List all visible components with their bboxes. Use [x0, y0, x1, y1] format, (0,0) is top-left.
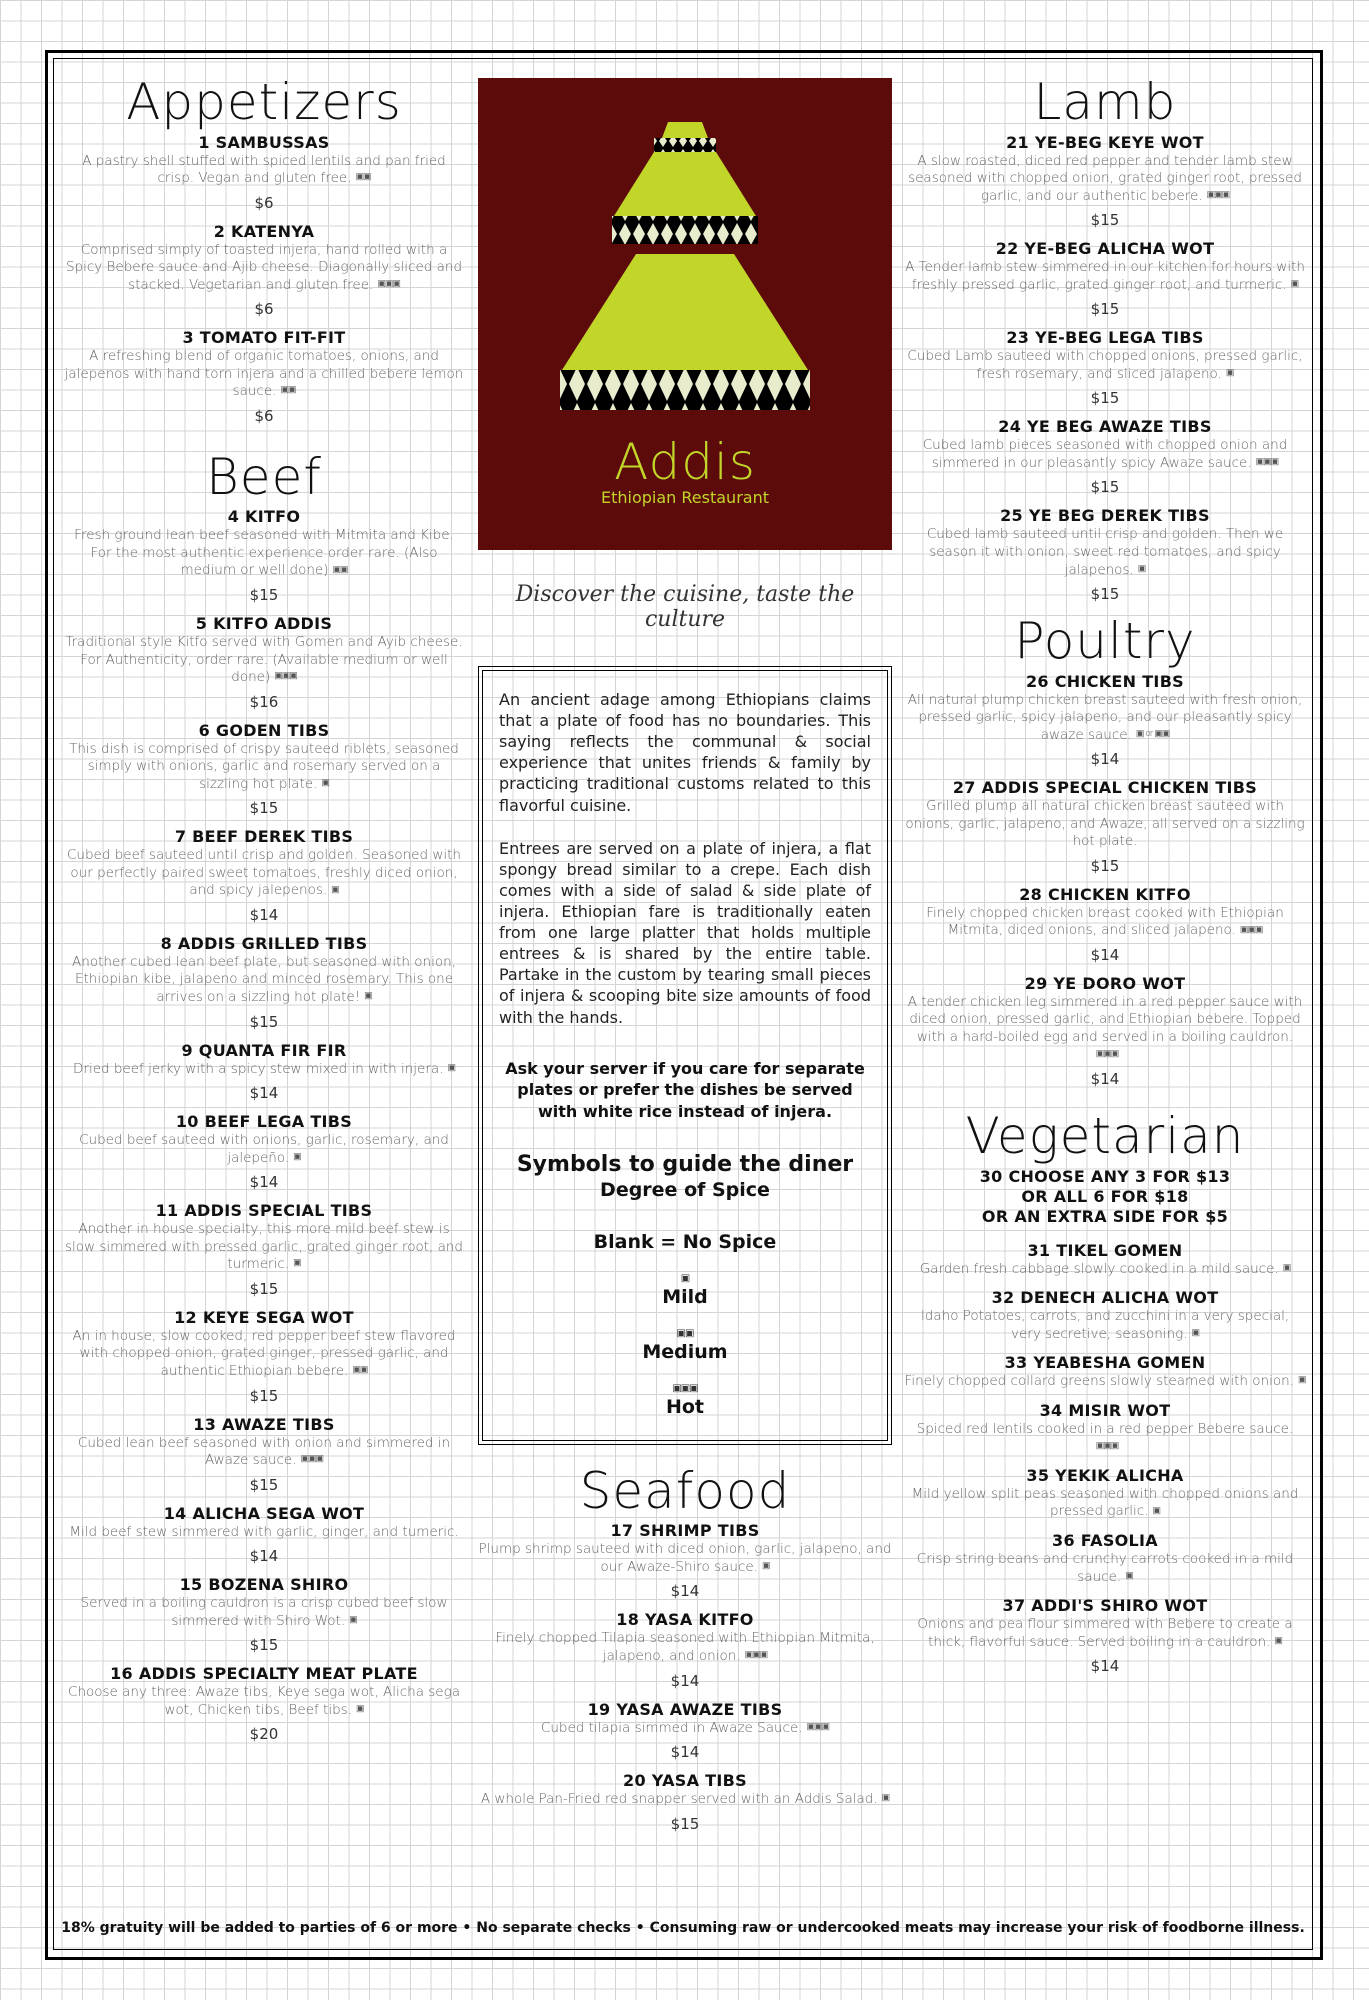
menu-item-description-text: Cubed lean beef seasoned with onion and simmered in Awaze sauce. — [77, 1434, 451, 1469]
menu-item-name: 21 YE-BEG KEYE WOT — [1006, 132, 1204, 152]
menu-item — [904, 1353, 1306, 1391]
menu-item-price: $15 — [249, 1279, 279, 1298]
menu-item-description — [904, 692, 1306, 745]
footer-note: 18% gratuity will be added to parties of 6 or more • No separate checks • Consuming raw or undercooked meats may increase your risk of foodborne illness. — [61, 1920, 1305, 1936]
menu-item-name: 20 YASA TIBS — [623, 1771, 747, 1791]
menu-item-price: $14 — [249, 1084, 279, 1103]
menu-item-description — [62, 1435, 466, 1470]
middle-column — [478, 78, 892, 1843]
about-paragraph-1: An ancient adage among Ethiopians claims that a plate of food has no boundaries. This saying reflects the communal & social experience that unites friends & family by practicing traditional customs related to this flavorful cuisine. — [499, 690, 871, 815]
menu-item-description — [904, 259, 1306, 294]
menu-item-description — [904, 1551, 1306, 1586]
menu-item-price: $15 — [1090, 856, 1120, 875]
menu-item-description — [62, 741, 466, 794]
spice-level-icon: ▣▣▣ — [744, 1650, 768, 1661]
menu-item-price: $6 — [254, 300, 274, 319]
poultry-title: Poultry — [1014, 612, 1196, 671]
menu-item — [904, 133, 1306, 230]
spice-level-icon: ▣ — [881, 1793, 890, 1804]
symbols-title: Symbols to guide the diner — [516, 1152, 854, 1178]
spice-level-icon: ▣ or ▣▣ — [1135, 728, 1170, 739]
spice-hot-label: Hot — [665, 1395, 705, 1418]
menu-item — [62, 1575, 466, 1654]
menu-item-description — [62, 1221, 466, 1274]
menu-item-name: 25 YE BEG DEREK TIBS — [1000, 506, 1210, 526]
menu-item-description-text: Another in house specialty, this more mild beef stew is slow simmered with pressed garlic, grated ginger root, and turmeric. — [65, 1221, 463, 1273]
menu-item-name: 4 KITFO — [227, 507, 301, 527]
menu-item-description-text: Finely chopped Tilapia seasoned with Ethiopian Mitmita, jalapeno, and onion. — [495, 1630, 875, 1664]
menu-item-description-text: Fresh ground lean beef seasoned with Mitmita and Kibe. For the most authentic experience order rare. (Also medium or well done) — [74, 527, 454, 579]
menu-item-name: 28 CHICKEN KITFO — [1019, 884, 1191, 904]
menu-item-description — [62, 634, 466, 687]
menu-item-description — [904, 437, 1306, 472]
menu-item-description — [904, 798, 1306, 851]
restaurant-name: Addis — [614, 433, 756, 491]
menu-item-description-text: Dried beef jerky with a spicy stew mixed in with injera. — [73, 1060, 444, 1077]
menu-item-price: $14 — [670, 1582, 700, 1601]
menu-item-name: 35 YEKIK ALICHA — [1026, 1465, 1184, 1485]
spice-hot-icon: ▣▣▣ — [672, 1382, 698, 1394]
menu-item-price: $14 — [249, 905, 279, 924]
menu-item — [904, 885, 1306, 964]
menu-item-price: $15 — [249, 1386, 279, 1405]
tagline: Discover the cuisine, taste the culture — [515, 582, 855, 632]
menu-item — [478, 1521, 892, 1600]
menu-item-description — [62, 1595, 466, 1630]
menu-item-description-text: Onions and pea flour simmered with Bebere to create a thick, flavorful sauce. Served boiling in a cauldron. — [917, 1616, 1293, 1650]
menu-item — [62, 133, 466, 212]
menu-item-description — [904, 348, 1306, 383]
beef-list — [62, 507, 466, 1743]
spice-level-icon: ▣ — [1137, 563, 1146, 574]
menu-item-name: 36 FASOLIA — [1052, 1531, 1158, 1550]
menu-item-name: 3 TOMATO FIT-FIT — [182, 328, 346, 348]
seafood-title: Seafood — [579, 1461, 791, 1520]
menu-item — [478, 1610, 892, 1689]
menu-item-price: $15 — [249, 586, 279, 605]
spice-mild-icon: ▣ — [680, 1272, 690, 1284]
menu-item-price: $14 — [1090, 1070, 1120, 1089]
menu-item-price: $6 — [254, 406, 274, 425]
spice-level-icon: ▣▣▣ — [1095, 1048, 1119, 1059]
menu-item-price: $6 — [254, 193, 274, 212]
spice-level-icon: ▣ — [1274, 1635, 1282, 1646]
menu-item-price: $15 — [1090, 389, 1120, 408]
spice-level-icon: ▣ — [447, 1062, 455, 1073]
menu-item-name: 18 YASA KITFO — [616, 1610, 754, 1630]
spice-level-icon: ▣ — [364, 991, 372, 1002]
menu-item-name: 16 ADDIS SPECIALTY MEAT PLATE — [110, 1664, 418, 1684]
menu-item-price: $14 — [249, 1547, 279, 1566]
menu-item-name: 17 SHRIMP TIBS — [610, 1521, 760, 1541]
menu-item-description-text: Crisp string beans and crunchy carrots cooked in a mild sauce. — [916, 1551, 1294, 1585]
menu-item — [62, 1664, 466, 1743]
menu-item-description-text: Mild yellow split peas seasoned with chopped onions and pressed garlic. — [911, 1485, 1299, 1520]
menu-item — [904, 1401, 1306, 1456]
menu-item — [904, 1241, 1306, 1279]
spice-level-icon: ▣▣▣ — [377, 278, 400, 289]
lamb-title: Lamb — [1033, 73, 1177, 131]
menu-item-description-text: A slow roasted, diced red pepper and tender lamb stew seasoned with chopped onion, grated ginger root, pressed garlic, and our authentic bebere. — [908, 152, 1302, 204]
about-text — [499, 689, 871, 1028]
vegetarian-list — [904, 1241, 1306, 1676]
menu-item-description — [62, 1061, 466, 1079]
menu-item-name: 34 MISIR WOT — [1039, 1400, 1171, 1420]
menu-item-name: 10 BEEF LEGA TIBS — [175, 1112, 353, 1132]
menu-item-description — [904, 1421, 1306, 1456]
menu-item-description — [904, 1308, 1306, 1343]
menu-item-description-text: Traditional style Kitfo served with Gomen and Ayib cheese. For Authenticity, order rare. (Available medium or well done) — [65, 634, 463, 686]
menu-item — [62, 1201, 466, 1298]
spice-level-icon: ▣▣▣ — [274, 671, 297, 682]
spice-level-icon: ▣▣ — [352, 1365, 368, 1376]
menu-item-description-text: Plump shrimp sauteed with diced onion, garlic, jalapeno, and our Awaze-Shiro sauce. — [478, 1541, 892, 1575]
menu-item — [904, 417, 1306, 496]
menu-item-price: $15 — [1090, 300, 1120, 319]
menu-item-description — [62, 1684, 466, 1719]
left-column — [62, 70, 466, 1753]
menu-item-description — [62, 527, 466, 580]
menu-item-name: 26 CHICKEN TIBS — [1025, 671, 1185, 691]
menu-item-description — [62, 153, 466, 188]
beef-title: Beef — [206, 447, 322, 506]
menu-item-description — [62, 348, 466, 401]
spice-level-icon: ▣ — [1282, 1262, 1291, 1273]
menu-item — [904, 328, 1306, 407]
spice-mild — [499, 1273, 871, 1308]
menu-item-description-text: Cubed Lamb sauteed with chopped onions, pressed garlic, fresh rosemary, and sliced jalapeno. — [907, 348, 1303, 382]
menu-item-description-text: Finely chopped chicken breast cooked with Ethiopian Mitmita, diced onions, and sliced jalapeno. — [926, 904, 1284, 939]
menu-item-description-text: Cubed lamb sauteed until crisp and golden. Then we season it with onion, sweet red tomatoes, and spicy jalapenos. — [926, 526, 1284, 578]
menu-item-price: $14 — [249, 1173, 279, 1192]
spice-level-icon: ▣▣▣ — [1206, 189, 1230, 200]
menu-item — [904, 1288, 1306, 1343]
spice-level-icon: ▣ — [1152, 1505, 1161, 1516]
menu-item — [62, 328, 466, 425]
restaurant-logo — [478, 78, 892, 550]
menu-item — [904, 778, 1306, 875]
menu-item-description-text: Another cubed lean beef plate, but seasoned with onion, Ethiopian kibe, jalapeno and minced rosemary. This one arrives on a sizzling hot plate! — [72, 953, 456, 1006]
spice-hot — [499, 1383, 871, 1418]
menu-item — [904, 974, 1306, 1088]
menu-item-name: 14 ALICHA SEGA WOT — [163, 1503, 365, 1523]
menu-item-price: $15 — [1090, 478, 1120, 497]
menu-item-description — [62, 1328, 466, 1381]
menu-item-name: 7 BEEF DEREK TIBS — [174, 827, 354, 847]
menu-item — [62, 934, 466, 1031]
spice-mild-label: Mild — [662, 1285, 708, 1308]
menu-item — [904, 1596, 1306, 1675]
menu-item-name: 5 KITFO ADDIS — [195, 614, 333, 634]
spice-level-icon: ▣ — [1290, 278, 1299, 289]
right-column — [904, 70, 1306, 1685]
menu-item-price: $20 — [249, 1725, 279, 1744]
menu-item-price: $15 — [249, 1012, 279, 1031]
menu-item-description — [62, 1132, 466, 1167]
menu-item-description — [904, 1616, 1306, 1651]
menu-item-description-text: Choose any three: Awaze tibs, Keye sega wot, Alicha sega wot, Chicken tibs, Beef tibs. — [68, 1684, 460, 1718]
menu-item-description-text: An in house, slow cooked, red pepper beef stew flavored with chopped onion, grated ginger, pressed garlic, and authentic Ethiopian bebere. — [72, 1327, 456, 1379]
menu-item-description — [62, 847, 466, 900]
menu-item-name: 8 ADDIS GRILLED TIBS — [160, 933, 368, 953]
spice-level-icon: ▣ — [293, 1258, 301, 1269]
menu-item-name: 11 ADDIS SPECIAL TIBS — [155, 1201, 373, 1221]
menu-item-description-text: A tender chicken leg simmered in a red pepper sauce with diced onion, pressed garlic, and Ethiopian bebere. Topped with a hard-boiled egg and served in a boiling cauldron. — [907, 993, 1303, 1046]
spice-none: Blank = No Spice — [593, 1230, 777, 1253]
menu-item-description-text: Grilled plump all natural chicken breast sauteed with onions, garlic, jalapeno, and Awaze, all served on a sizzling hot plate. — [905, 798, 1305, 850]
spice-level-icon: ▣ — [1191, 1327, 1200, 1338]
menu-item-price: $14 — [670, 1671, 700, 1690]
menu-item-description-text: Finely chopped collard greens slowly steamed with onion. — [904, 1373, 1294, 1390]
menu-item-name: 15 BOZENA SHIRO — [179, 1575, 349, 1595]
spice-level-icon: ▣ — [355, 1703, 364, 1714]
menu-item-price: $16 — [249, 692, 279, 711]
poultry-list — [904, 672, 1306, 1089]
menu-item-name: 33 YEABESHA GOMEN — [1004, 1353, 1206, 1373]
menu-item-description-text: Comprised simply of toasted injera, hand rolled with a Spicy Bebere sauce and Ajib cheese. Diagonally sliced and stacked. Vegetarian and gluten free. — [65, 241, 463, 293]
menu-item — [62, 1504, 466, 1566]
spice-medium-label: Medium — [642, 1340, 728, 1363]
menu-item-description — [904, 1486, 1306, 1521]
menu-item — [904, 1531, 1306, 1586]
menu-item-price: $15 — [1090, 211, 1120, 230]
spice-level-icon: ▣▣▣ — [1095, 1440, 1119, 1451]
spice-medium-icon: ▣▣ — [676, 1327, 694, 1339]
menu-item — [904, 1466, 1306, 1521]
about-paragraph-2: Entrees are served on a plate of injera, a flat spongy bread similar to a crepe. Each dish comes with a side of salad & side plate of injera. Ethiopian fare is traditionally eaten from one large platter that holds multiple entrees & is shared by the entire table. Partake in the custom by tearing small pieces of injera & scooping bite size amounts of food with the hands. — [499, 838, 871, 1027]
menu-item-name: 13 AWAZE TIBS — [193, 1414, 335, 1434]
menu-item-description-text: Cubed beef sauteed until crisp and golden. Seasoned with our perfectly paired sweet tomatoes, freshly diced onion, and spicy jalepenos. — [66, 847, 461, 899]
menu-item-price: $15 — [1090, 585, 1120, 604]
spice-level-icon: ▣▣▣ — [806, 1721, 830, 1732]
menu-item — [478, 1700, 892, 1762]
menu-item-name: 22 YE-BEG ALICHA WOT — [995, 239, 1215, 259]
menu-item-price: $14 — [670, 1743, 700, 1762]
menu-item — [62, 1308, 466, 1405]
spice-level-icon: ▣ — [761, 1561, 770, 1572]
vegetarian-intro: 30 CHOOSE ANY 3 FOR $13 OR ALL 6 FOR $18 OR AN EXTRA SIDE FOR $5 — [979, 1166, 1231, 1226]
menu-item-name: 1 SAMBUSSAS — [198, 132, 330, 152]
menu-item-description — [904, 905, 1306, 940]
menu-item-description — [904, 1373, 1306, 1391]
menu-item-description — [478, 1791, 892, 1809]
menu-item-name: 9 QUANTA FIR FIR — [181, 1040, 347, 1060]
menu-item — [62, 1041, 466, 1103]
spice-level-icon: ▣ — [1297, 1375, 1306, 1386]
menu-item-price: $15 — [670, 1814, 700, 1833]
menu-item-name: 6 GODEN TIBS — [198, 720, 330, 740]
menu-item-description — [478, 1720, 892, 1738]
appetizers-title: Appetizers — [126, 73, 402, 131]
spice-level-icon: ▣ — [1125, 1570, 1133, 1581]
menu-item-description-text: Served in a boiling cauldron is a crisp cubed beef slow simmered with Shiro Wot. — [80, 1595, 448, 1629]
server-note: Ask your server if you care for separate plates or prefer the dishes be served with white rice instead of injera. — [505, 1058, 865, 1121]
spice-level-icon: ▣ — [349, 1614, 357, 1625]
menu-item-description-text: A pastry shell stuffed with spiced lentils and pan fried crisp. Vegan and gluten free. — [82, 152, 446, 187]
menu-item — [62, 222, 466, 319]
spice-level-icon: ▣▣▣ — [300, 1454, 324, 1465]
menu-item-description — [62, 1524, 466, 1542]
menu-item-price: $15 — [249, 1636, 279, 1655]
menu-item-name: 19 YASA AWAZE TIBS — [587, 1699, 783, 1719]
menu-item-description — [904, 1261, 1306, 1279]
menu-item-name: 31 TIKEL GOMEN — [1027, 1240, 1183, 1260]
menu-item-description — [904, 526, 1306, 579]
spice-level-icon: ▣ — [331, 884, 339, 895]
menu-item-name: 12 KEYE SEGA WOT — [174, 1307, 354, 1327]
symbols-subtitle: Degree of Spice — [600, 1178, 770, 1201]
menu-item-description-text: Cubed lamb pieces seasoned with chopped onion and simmered in our pleasantly spicy Awaze sauce. — [922, 437, 1288, 471]
menu-item-price: $14 — [1090, 945, 1120, 964]
menu-item-price: $14 — [1090, 1657, 1120, 1676]
menu-item-description — [62, 954, 466, 1007]
menu-item — [62, 1112, 466, 1191]
menu-item-description-text: Garden fresh cabbage slowly cooked in a mild sauce. — [919, 1260, 1279, 1277]
menu-item-description-text: All natural plump chicken breast sauteed with fresh onion, pressed garlic, spicy jalapeno, and our pleasantly spicy awaze sauce. — [907, 691, 1303, 743]
menu-item-description-text: Cubed beef sauteed with onions, garlic, rosemary, and jalepeño. — [79, 1132, 449, 1166]
menu-item-price: $15 — [249, 799, 279, 818]
menu-item — [62, 721, 466, 818]
menu-item — [62, 507, 466, 604]
menu-item-description — [478, 1541, 892, 1576]
menu-item — [904, 239, 1306, 318]
menu-item-name: 27 ADDIS SPECIAL CHICKEN TIBS — [952, 778, 1258, 798]
spice-level-icon: ▣▣ — [280, 385, 296, 396]
info-box — [478, 666, 892, 1445]
seafood-list — [478, 1521, 892, 1832]
spice-level-icon: ▣▣ — [332, 564, 348, 575]
menu-item-name: 37 ADDI'S SHIRO WOT — [1002, 1596, 1208, 1616]
menu-item-price: $15 — [249, 1475, 279, 1494]
spice-level-icon: ▣▣ — [355, 172, 371, 183]
menu-item-description-text: Spiced red lentils cooked in a red pepper Bebere sauce. — [916, 1420, 1294, 1437]
menu-item-description-text: Cubed tilapia simmed in Awaze Sauce. — [540, 1719, 803, 1736]
menu-item — [62, 1415, 466, 1494]
spice-level-icon: ▣ — [1225, 367, 1234, 378]
menu-item-description-text: Idaho Potatoes, carrots, and zucchini in a very special, very secretive, seasoning. — [920, 1308, 1290, 1342]
menu-item-name: 29 YE DORO WOT — [1024, 973, 1186, 993]
menu-item — [904, 506, 1306, 603]
restaurant-subtitle: Ethiopian Restaurant — [601, 488, 769, 507]
menu-item-name: 32 DENECH ALICHA WOT — [991, 1288, 1219, 1308]
menu-item-description-text: A Tender lamb stew simmered in our kitchen for hours with freshly pressed garlic, grated ginger root, and turmeric. — [905, 259, 1305, 293]
spice-level-icon: ▣ — [321, 777, 329, 788]
menu-item-description-text: This dish is comprised of crispy sauteed riblets, seasoned simply with onions, garlic and rosemary served on a sizzling hot plate. — [69, 740, 459, 792]
menu-item-description-text: A whole Pan-Fried red snapper served with an Addis Salad. — [480, 1791, 878, 1808]
menu-item-name: 2 KATENYA — [213, 221, 315, 241]
menu-item-description — [478, 1630, 892, 1665]
menu-item-name: 24 YE BEG AWAZE TIBS — [998, 417, 1212, 437]
menu-item-description — [904, 994, 1306, 1064]
spice-level-icon: ▣▣▣ — [1239, 924, 1263, 935]
menu-item — [62, 614, 466, 711]
menu-item — [478, 1771, 892, 1833]
menu-item-name: 23 YE-BEG LEGA TIBS — [1006, 328, 1204, 348]
menu-item — [904, 672, 1306, 769]
menu-item-description-text: Mild beef stew simmered with garlic, ginger, and tumeric. — [69, 1523, 459, 1540]
appetizers-list — [62, 133, 466, 425]
spice-level-icon: ▣ — [293, 1151, 301, 1162]
menu-item-description — [904, 153, 1306, 206]
vegetarian-title: Vegetarian — [965, 1107, 1245, 1166]
lamb-list — [904, 133, 1306, 604]
menu-item-description — [62, 242, 466, 295]
menu-item — [62, 827, 466, 924]
spice-medium — [499, 1328, 871, 1363]
menu-item-description-text: A refreshing blend of organic tomatoes, onions, and jalepenos with hand torn injera and a chilled bebere lemon sauce. — [64, 348, 464, 400]
spice-level-icon: ▣▣▣ — [1255, 457, 1279, 468]
menu-item-price: $14 — [1090, 750, 1120, 769]
